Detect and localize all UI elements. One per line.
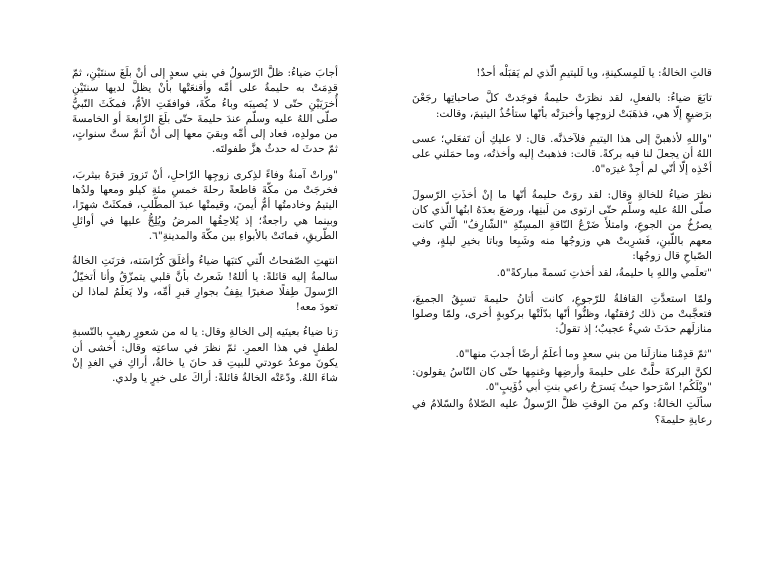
right-page-column [412,66,712,438]
quote-paragraph: "تعلَمي واللهِ يا حليمةُ، لقد أخذتِ نَسمةً مباركةً"٥. [496,267,712,280]
paragraph: نظرَ ضياءُ للخالةِ وقال: لقد روَتْ حليمةُ أنّها ما إنْ أخذَتِ الرّسولَ صلّى اللهُ عليه وسلّم حتّى ارتوى من لَبنِها، ورضعَ بعدَهُ ابنُها الّذي كان يصرُخُ من الجوعِ، وامتلأَ ضَرْعُ النّاقةِ المسِنّةِ "الشّارِفُ" الّتي كانت معهم باللّبنِ، فَشرِبتْ هي وزوجُها منه وشَبِعا وباتا بخيرِ ليلةٍ، وفي الصّباحِ قال زوجُها: [412,188,712,262]
paragraph: قالتِ الخالةُ: يا لَلمِسكينةِ، ويا لَليتيمِ الّذي لم يَقبَلْه أحدٌ! [476,67,712,79]
left-page-column [72,66,338,397]
paragraph: تابَعَ ضياءُ: بالفعلِ، لقد نظرَتْ حليمةُ فوجَدتْ كلَّ صاحباتِها رجَعْنَ برَضيعٍ إلّا هي، فذهَبَتْ لزوجِها وأخبرَتْه بأنّها ستأخُذُ اليتيمَ، وقالت: [412,92,712,120]
quote-paragraph: "ثمّ قدِمْنا منازلَنا من بني سعدٍ وما أعلَمُ أرضًا أجدبَ منها"٥. [455,348,712,361]
paragraph: لكنَّ البركةَ حلَّتْ على حليمةَ وأرضِها وغنمِها حتّى كان النّاسُ يقولون: "ويْلَكُم! اسْرَحوا حيثُ يَسرَحُ راعي بنتِ أبي ذُؤَيبٍ"٥. [412,365,712,394]
paragraph: انتهتِ الصّفحاتُ الّتي كتبَها ضياءُ وأغلَقَ كُرّاسَته، فرَنَتِ الخالةُ سالمةُ إليه قائلةً: يا أللهُ! شَعرتُ بأنَّ قلبي يتمزّقُ وأنا أتخيّلُ الرّسولَ طِفلًا صغيرًا يقِفُ بجوارِ قبرِ أمِّه، ولا يَعلَمُ لماذا لن تعودَ معه! [72,255,338,314]
paragraph: ولمّا استعدَّتِ القافلةُ للرّجوعِ، كانت أتانُ حليمةَ تسبِقُ الجميعَ، فتعجَّبتْ من ذلك رُفقتُها، وظنُّوا أنّها بدّلَتْها بركوبةٍ أخرى، ولمّا وصلوا منازلَهم حدَثَ شيءٌ عجيبٌ؛ إذ تقولُ: [412,292,712,336]
quote-paragraph: "واللهِ لأذهبنَّ إلى هذا اليتيمِ فلآخذنَّه. قال: لا عليكِ أن تَفعَلي؛ عسى اللهُ أن يجعلَ لنا فيه بركةً. قالت: فذهبتُ إليه وأخذتُه، وما حمَلني على أخْذِه إلّا أنّي لم أجِدْ غيرَه"٥. [412,132,712,176]
quote-paragraph: "وراتْ آمنةُ وفاءً لذِكرى زوجِها الرّاحلِ، أنْ تَزورَ قبرَهُ بيثربَ، فخرجَتْ من مكّةَ قاطعةً رحلةَ خمسِ مئةِ كيلو ومعها ولدُها اليتيمُ وخادمتُها أمُّ أيمنَ، وقيمتْها عبدَ المطّلبِ، فمكثَتْ شهرًا، وبينما هي راجعةٌ؛ إذ يُلاحِقُها المرضُ ويُلِحُّ عليها في أوائلِ الطّريقِ، فماتَتْ بالأبواءِ بين مكّةَ والمدينةِ"٦. [72,168,338,242]
paragraph: رَنا ضياءُ بعينَيه إلى الخالةِ وقال: يا له من شعورٍ رهيبٍ بالنّسبةِ لطفلٍ في هذا العمرِ. ثمّ نظرَ في ساعتِه وقال: أخشى أن يكونَ موعدُ عودتي للبيتِ قد حانَ يا خالةُ، أراكِ في الغدِ إنْ شاءَ اللهُ. ودّعَتْه الخالةُ قائلةً: أراكَ على خيرٍ يا ولدي. [72,326,338,385]
paragraph: سألَتِ الخالةُ: وكم منَ الوقتِ ظلَّ الرّسولُ عليه الصّلاةُ والسّلامُ في رعايةِ حليمةَ؟ [412,398,712,426]
paragraph: أجابَ ضياءُ: ظلَّ الرّسولُ في بني سعدٍ إلى أنْ بلَغَ سنتَيْنِ، ثمّ قدِمَتْ به حليمةُ على أمِّه وأقنعَتْها بأنْ يظلَّ لديها سنتَيْنِ أُخرَيَيْنِ حتّى لا يُصيبَه وباءُ مكّةَ، فوافقَتِ الأمُّ، فمكَثَ النّبيُّ صلّى اللهُ عليه وسلّم عندَ حليمةَ حتّى بلَغَ الرّابعةَ أو الخامسةَ من مولدِه، فعاد إلى أمِّه وبقيَ معها إلى أنْ أتمَّ ستَّ سنواتٍ، ثمّ حدثَ له حدثٌ هزَّ طفولتَه. [72,67,338,156]
